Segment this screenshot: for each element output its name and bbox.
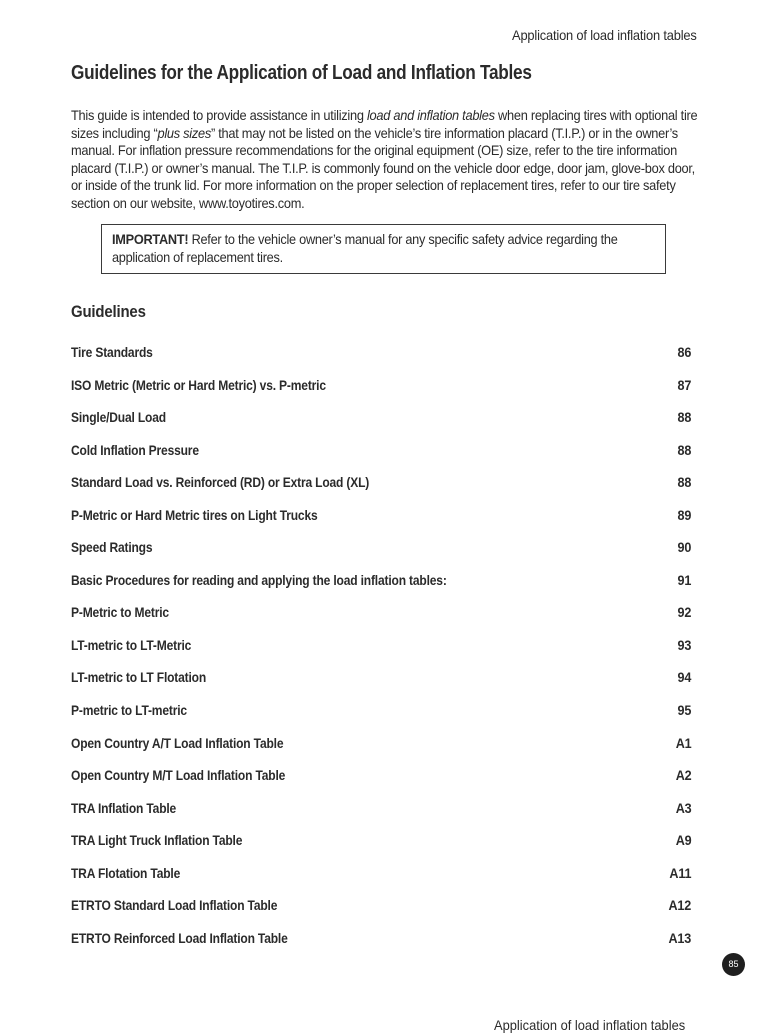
intro-paragraph <box>71 107 698 212</box>
toc-entry-page: A12 <box>668 897 691 914</box>
toc-entry-label: ISO Metric (Metric or Hard Metric) vs. P-metric <box>71 376 326 393</box>
toc-entry-page: 88 <box>677 409 691 426</box>
toc-entry-page: 88 <box>677 441 691 458</box>
important-notice-label: IMPORTANT! <box>112 231 189 247</box>
toc-entry-label: Standard Load vs. Reinforced (RD) or Extra Load (XL) <box>71 474 370 491</box>
toc-entry-page: 90 <box>677 539 691 556</box>
toc-entry-page: A2 <box>675 767 691 784</box>
toc-entry <box>71 376 691 409</box>
intro-text-3: ” that may not be listed on the vehicle’s tire information placard (T.I.P.) or in the owner’s manual. For inflation pressure recommendations for the original equipment (OE) size, refer to the tire information placard (T.I.P.) or owner’s manual. The T.I.P. is commonly found on the vehicle door edge, door jam, glove-box door, or inside of the trunk lid. For more information on the proper selection of replacement tires, refer to our tire safety section on our website, www.toyotires.com. <box>71 124 695 211</box>
toc-entry <box>71 343 691 376</box>
toc-entry-page: 93 <box>677 636 691 653</box>
running-header: Application of load inflation tables <box>512 27 697 43</box>
toc-entry <box>71 864 691 897</box>
toc-entry-page: A9 <box>675 832 691 849</box>
toc-entry-label: P-metric to LT-metric <box>71 702 187 719</box>
toc-entry-page: A11 <box>669 864 691 881</box>
toc-entry <box>71 734 691 767</box>
toc-entry <box>71 668 691 701</box>
intro-text-1: This guide is intended to provide assistance in utilizing <box>71 107 367 123</box>
toc-entry-label: Single/Dual Load <box>71 409 166 426</box>
toc-entry <box>71 571 691 604</box>
intro-emphasis-1: load and inflation tables <box>366 107 495 123</box>
toc-entry-label: Cold Inflation Pressure <box>71 441 199 458</box>
toc-entry-label: ETRTO Reinforced Load Inflation Table <box>71 929 288 946</box>
toc-entry-page: 94 <box>677 669 691 686</box>
toc-entry <box>71 896 691 929</box>
intro-emphasis-2: plus sizes <box>157 124 211 141</box>
toc-entry <box>71 473 691 506</box>
toc-entry-page: 88 <box>677 474 691 491</box>
toc-entry <box>71 603 691 636</box>
toc-entry-label: LT-metric to LT-Metric <box>71 636 192 653</box>
important-notice-box <box>101 224 666 274</box>
toc-entry-page: 95 <box>677 702 691 719</box>
running-footer: Application of load inflation tables <box>494 1017 686 1033</box>
toc-entry-page: 87 <box>677 376 691 393</box>
toc-entry-label: ETRTO Standard Load Inflation Table <box>71 897 278 914</box>
toc-entry <box>71 831 691 864</box>
toc-entry-page: A13 <box>668 929 691 946</box>
toc-entry-page: 86 <box>677 344 691 360</box>
toc-entry <box>71 636 691 669</box>
toc-entry-label: Speed Ratings <box>71 539 153 556</box>
toc-entry <box>71 441 691 474</box>
toc-entry-page: 91 <box>677 571 691 588</box>
toc-entry-label: TRA Light Truck Inflation Table <box>71 832 243 849</box>
important-notice-text <box>112 231 658 266</box>
page-title: Guidelines for the Application of Load and Inflation Tables <box>71 62 532 84</box>
toc-entry-label: Open Country A/T Load Inflation Table <box>71 734 284 751</box>
toc-entry-label: Tire Standards <box>71 344 153 360</box>
toc-entry-page: A3 <box>675 799 691 816</box>
toc-entry <box>71 506 691 539</box>
guidelines-list <box>71 343 691 961</box>
important-notice-body: Refer to the vehicle owner’s manual for any specific safety advice regarding the application of replacement tires. <box>112 231 618 265</box>
intro-text-2: when replacing tires with optional tire sizes including “ <box>71 107 698 141</box>
toc-entry <box>71 701 691 734</box>
guidelines-heading: Guidelines <box>71 302 146 321</box>
toc-entry-label: LT-metric to LT Flotation <box>71 669 207 686</box>
toc-entry <box>71 408 691 441</box>
toc-entry-page: 92 <box>677 604 691 621</box>
toc-entry-page: 89 <box>677 506 691 523</box>
toc-entry-label: P-Metric to Metric <box>71 604 169 621</box>
toc-entry <box>71 929 691 962</box>
toc-entry-label: TRA Flotation Table <box>71 864 181 881</box>
toc-entry-page: A1 <box>675 734 691 751</box>
toc-entry-label: TRA Inflation Table <box>71 799 177 816</box>
page-number-badge: 85 <box>722 953 745 976</box>
toc-entry-label: Basic Procedures for reading and applying the load inflation tables: <box>71 571 447 588</box>
toc-entry <box>71 766 691 799</box>
toc-entry <box>71 538 691 571</box>
toc-entry-label: Open Country M/T Load Inflation Table <box>71 767 286 784</box>
toc-entry <box>71 799 691 832</box>
toc-entry-label: P-Metric or Hard Metric tires on Light Trucks <box>71 506 318 523</box>
